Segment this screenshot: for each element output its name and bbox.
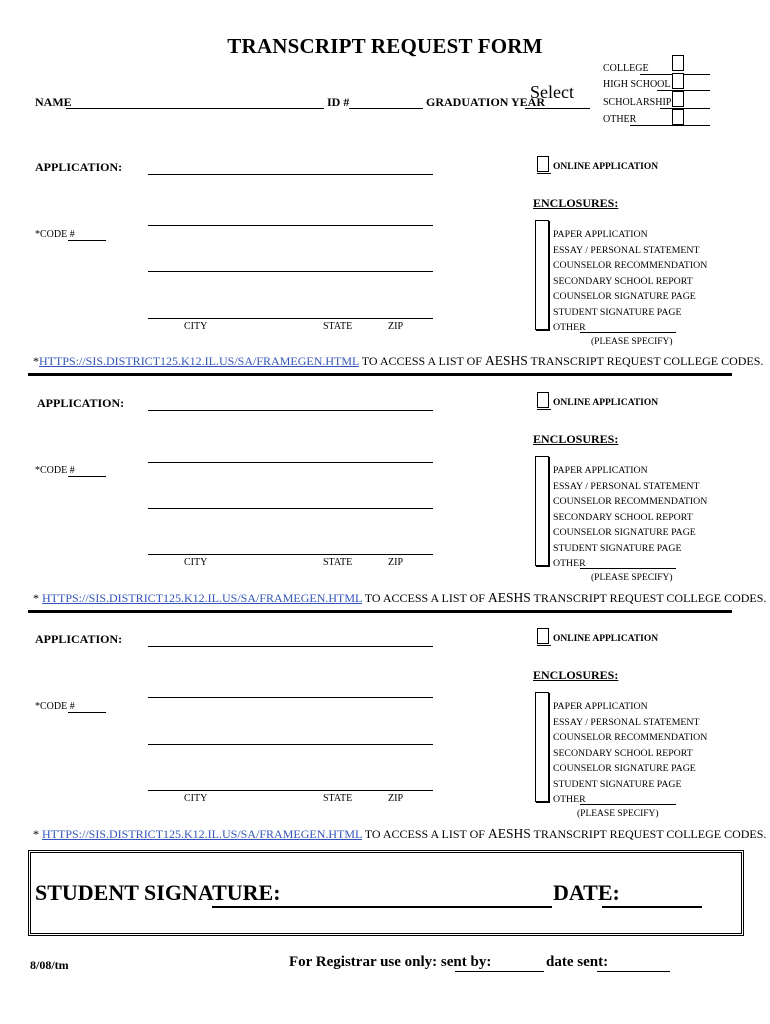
type-college-checkbox[interactable]	[672, 55, 684, 71]
enclosure-item: ESSAY / PERSONAL STATEMENT	[553, 480, 700, 492]
student-signature-label: STUDENT SIGNATURE:	[35, 880, 281, 905]
type-high-school-checkbox[interactable]	[672, 73, 684, 89]
type-other-checkbox[interactable]	[672, 109, 684, 125]
type-scholarship-checkbox[interactable]	[672, 91, 684, 107]
code-label-1: *CODE #	[35, 229, 75, 240]
id-label: ID #	[327, 95, 350, 109]
student-signature-field[interactable]	[212, 906, 552, 908]
codes-link-1[interactable]: HTTPS://SIS.DISTRICT125.K12.IL.US/SA/FRAMEGEN.HTML	[39, 354, 359, 368]
codes-reference-1	[33, 353, 763, 369]
application-label-1: APPLICATION:	[35, 160, 123, 174]
zip-label-1: ZIP	[388, 321, 403, 332]
type-college-label: COLLEGE	[603, 63, 649, 74]
reference-star: *	[33, 827, 39, 841]
code-field-2[interactable]	[68, 476, 106, 477]
please-specify-1: (PLEASE SPECIFY)	[591, 337, 673, 347]
enclosures-label-2: ENCLOSURES:	[533, 432, 619, 446]
graduation-year-label: GRADUATION YEAR	[426, 95, 546, 109]
enclosures-label-3: ENCLOSURES:	[533, 668, 619, 682]
enclosure-item: COUNSELOR SIGNATURE PAGE	[553, 763, 696, 774]
zip-label-2: ZIP	[388, 557, 403, 568]
reference-school: AESHS	[487, 826, 531, 841]
enclosure-item: STUDENT SIGNATURE PAGE	[553, 778, 682, 790]
enclosures-label-1: ENCLOSURES:	[533, 196, 619, 210]
enclosure-list-1	[553, 227, 707, 336]
reference-text: TRANSCRIPT REQUEST COLLEGE CODES.	[527, 354, 764, 368]
online-application-line-3	[537, 645, 551, 646]
registrar-date-sent-field[interactable]	[597, 971, 670, 972]
enclosure-item: COUNSELOR SIGNATURE PAGE	[553, 291, 696, 302]
name-label: NAME	[35, 95, 72, 109]
online-application-line-2	[537, 409, 551, 410]
reference-school: AESHS	[487, 590, 531, 605]
application-field-2[interactable]	[148, 410, 433, 411]
section-divider-2	[28, 610, 732, 613]
zip-label-3: ZIP	[388, 793, 403, 804]
graduation-year-underline	[525, 108, 590, 109]
name-field[interactable]	[66, 108, 324, 109]
enclosure-item: COUNSELOR RECOMMENDATION	[553, 496, 708, 507]
enclosure-item: PAPER APPLICATION	[553, 701, 648, 712]
address-line-1a[interactable]	[148, 225, 433, 226]
graduation-year-select[interactable]: Select	[530, 82, 574, 102]
state-label-1: STATE	[323, 321, 353, 332]
application-label-2: APPLICATION:	[37, 396, 125, 410]
enclosure-item: COUNSELOR RECOMMENDATION	[553, 260, 708, 271]
address-line-3b[interactable]	[148, 744, 433, 745]
address-line-1b[interactable]	[148, 271, 433, 272]
reference-star: *	[33, 354, 39, 368]
application-label-3: APPLICATION:	[35, 632, 123, 646]
application-field-3[interactable]	[148, 646, 433, 647]
enclosure-checkboxes-1[interactable]	[535, 220, 551, 333]
enclosure-item: ESSAY / PERSONAL STATEMENT	[553, 716, 700, 728]
type-other-line	[630, 125, 710, 126]
enclosure-item: OTHER	[553, 558, 586, 569]
please-specify-2: (PLEASE SPECIFY)	[591, 573, 673, 583]
reference-text: TO ACCESS A LIST OF	[361, 827, 488, 841]
enclosure-item: COUNSELOR SIGNATURE PAGE	[553, 527, 696, 538]
online-application-checkbox-2[interactable]	[537, 392, 549, 408]
city-label-3: CITY	[184, 793, 208, 804]
codes-reference-2	[33, 590, 766, 606]
enclosure-item: OTHER	[553, 794, 586, 805]
enclosure-item: SECONDARY SCHOOL REPORT	[553, 511, 693, 523]
codes-link-3[interactable]: HTTPS://SIS.DISTRICT125.K12.IL.US/SA/FRAMEGEN.HTML	[42, 827, 362, 841]
other-specify-line-3[interactable]	[580, 804, 676, 805]
enclosure-item: STUDENT SIGNATURE PAGE	[553, 542, 682, 554]
form-version: 8/08/tm	[30, 958, 69, 972]
online-application-label-2: ONLINE APPLICATION	[553, 398, 659, 408]
address-line-3a[interactable]	[148, 697, 433, 698]
reference-school: AESHS	[484, 353, 528, 368]
reference-text: TRANSCRIPT REQUEST COLLEGE CODES.	[530, 827, 767, 841]
type-other-label: OTHER	[603, 114, 637, 125]
registrar-sent-by-label: For Registrar use only: sent by:	[289, 954, 492, 970]
please-specify-3: (PLEASE SPECIFY)	[577, 809, 659, 819]
id-field[interactable]	[349, 108, 423, 109]
enclosure-item: COUNSELOR RECOMMENDATION	[553, 732, 708, 743]
type-scholarship-label: SCHOLARSHIP	[603, 97, 672, 108]
enclosure-item: ESSAY / PERSONAL STATEMENT	[553, 244, 700, 256]
address-line-2c[interactable]	[148, 554, 433, 555]
enclosure-checkboxes-3[interactable]	[535, 692, 551, 805]
enclosure-list-2	[553, 463, 707, 572]
codes-reference-3	[33, 826, 766, 842]
enclosure-checkboxes-2[interactable]	[535, 456, 551, 569]
online-application-label-3: ONLINE APPLICATION	[553, 634, 659, 644]
date-label: DATE:	[553, 880, 620, 905]
online-application-label-1: ONLINE APPLICATION	[553, 162, 659, 172]
city-label-2: CITY	[184, 557, 208, 568]
online-application-checkbox-1[interactable]	[537, 156, 549, 172]
enclosure-item: SECONDARY SCHOOL REPORT	[553, 747, 693, 759]
registrar-sent-by-field[interactable]	[455, 971, 544, 972]
state-label-3: STATE	[323, 793, 353, 804]
state-label-2: STATE	[323, 557, 353, 568]
application-field-1[interactable]	[148, 174, 433, 175]
online-application-line-1	[537, 173, 551, 174]
enclosure-item: OTHER	[553, 322, 586, 333]
enclosure-item: PAPER APPLICATION	[553, 229, 648, 240]
address-line-2a[interactable]	[148, 462, 433, 463]
codes-link-2[interactable]: HTTPS://SIS.DISTRICT125.K12.IL.US/SA/FRAMEGEN.HTML	[42, 591, 362, 605]
address-line-2b[interactable]	[148, 508, 433, 509]
reference-star: *	[33, 591, 39, 605]
enclosure-item: SECONDARY SCHOOL REPORT	[553, 275, 693, 287]
code-label-2: *CODE #	[35, 465, 75, 476]
reference-text: TO ACCESS A LIST OF	[361, 591, 488, 605]
other-specify-line-2[interactable]	[580, 568, 676, 569]
enclosure-item: STUDENT SIGNATURE PAGE	[553, 306, 682, 318]
reference-text: TO ACCESS A LIST OF	[358, 354, 485, 368]
form-title: TRANSCRIPT REQUEST FORM	[227, 34, 543, 58]
code-field-1[interactable]	[68, 240, 106, 241]
type-scholarship-line	[660, 108, 710, 109]
enclosure-item: PAPER APPLICATION	[553, 465, 648, 476]
signature-date-field[interactable]	[602, 906, 702, 908]
address-line-3c[interactable]	[148, 790, 433, 791]
other-specify-line-1[interactable]	[580, 332, 676, 333]
code-label-3: *CODE #	[35, 701, 75, 712]
section-divider-1	[28, 373, 732, 376]
registrar-date-sent-label: date sent:	[546, 954, 609, 970]
address-line-1c[interactable]	[148, 318, 433, 319]
type-high-school-label: HIGH SCHOOL	[603, 79, 671, 90]
city-label-1: CITY	[184, 321, 208, 332]
online-application-checkbox-3[interactable]	[537, 628, 549, 644]
code-field-3[interactable]	[68, 712, 106, 713]
reference-text: TRANSCRIPT REQUEST COLLEGE CODES.	[530, 591, 767, 605]
enclosure-list-3	[553, 699, 707, 808]
